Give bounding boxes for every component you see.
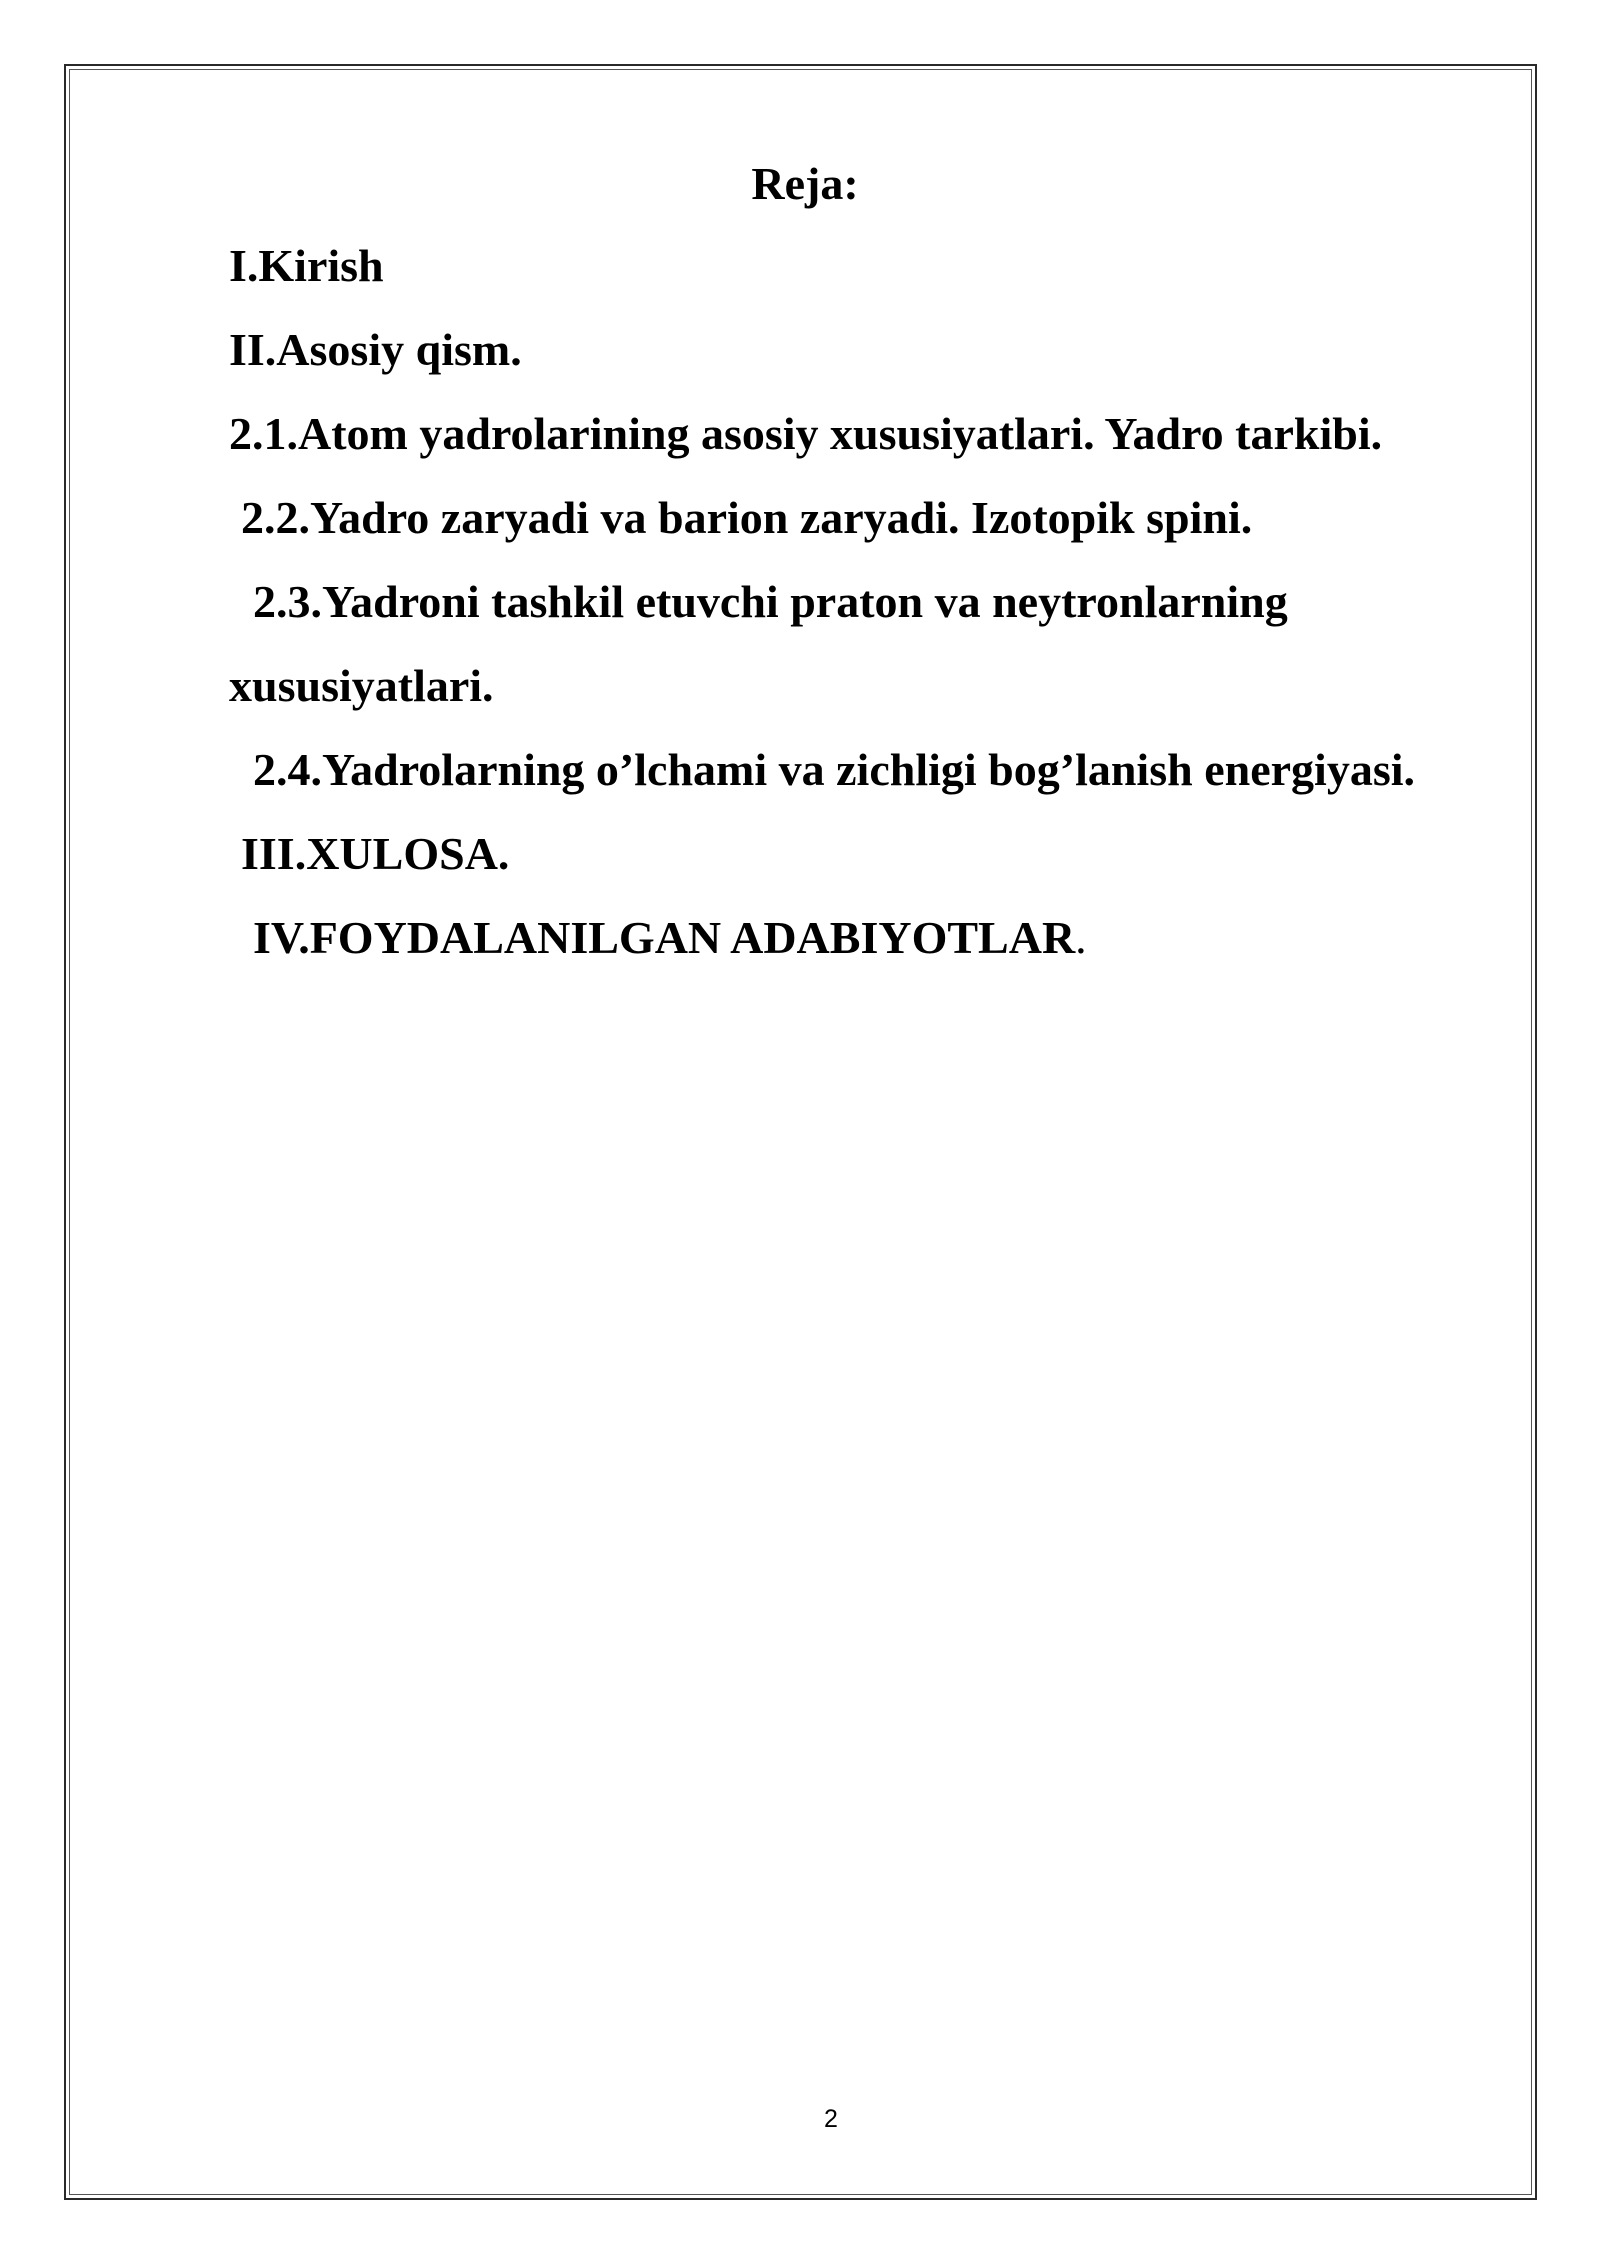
toc-item-2-2: 2.2.Yadro zaryadi va barion zaryadi. Izotopik spini. — [241, 492, 1253, 543]
toc-item-2-3: 2.3.Yadroni tashkil etuvchi praton va neytronlarning — [253, 576, 1288, 627]
page-border — [64, 64, 1537, 2200]
toc-item-2-1: 2.1.Atom yadrolarining asosiy xususiyatlari. Yadro tarkibi. — [229, 408, 1383, 459]
page-number: 2 — [824, 2105, 838, 2133]
toc-item-conclusion: III.XULOSA. — [241, 828, 510, 879]
toc-item-references-label: IV.FOYDALANILGAN ADABIYOTLAR — [253, 912, 1076, 963]
toc-item-main-part: II.Asosiy qism. — [229, 324, 522, 375]
toc-item-2-4: 2.4.Yadrolarning o’lchami va zichligi bog’lanish energiyasi. — [253, 744, 1415, 795]
page-title: Reja: — [751, 158, 859, 209]
toc-item-introduction: I.Kirish — [229, 240, 384, 291]
toc-item-2-3-continued: xususiyatlari. — [229, 660, 494, 711]
toc-item-references-period: . — [1075, 912, 1087, 963]
toc-item-references — [253, 912, 1087, 964]
